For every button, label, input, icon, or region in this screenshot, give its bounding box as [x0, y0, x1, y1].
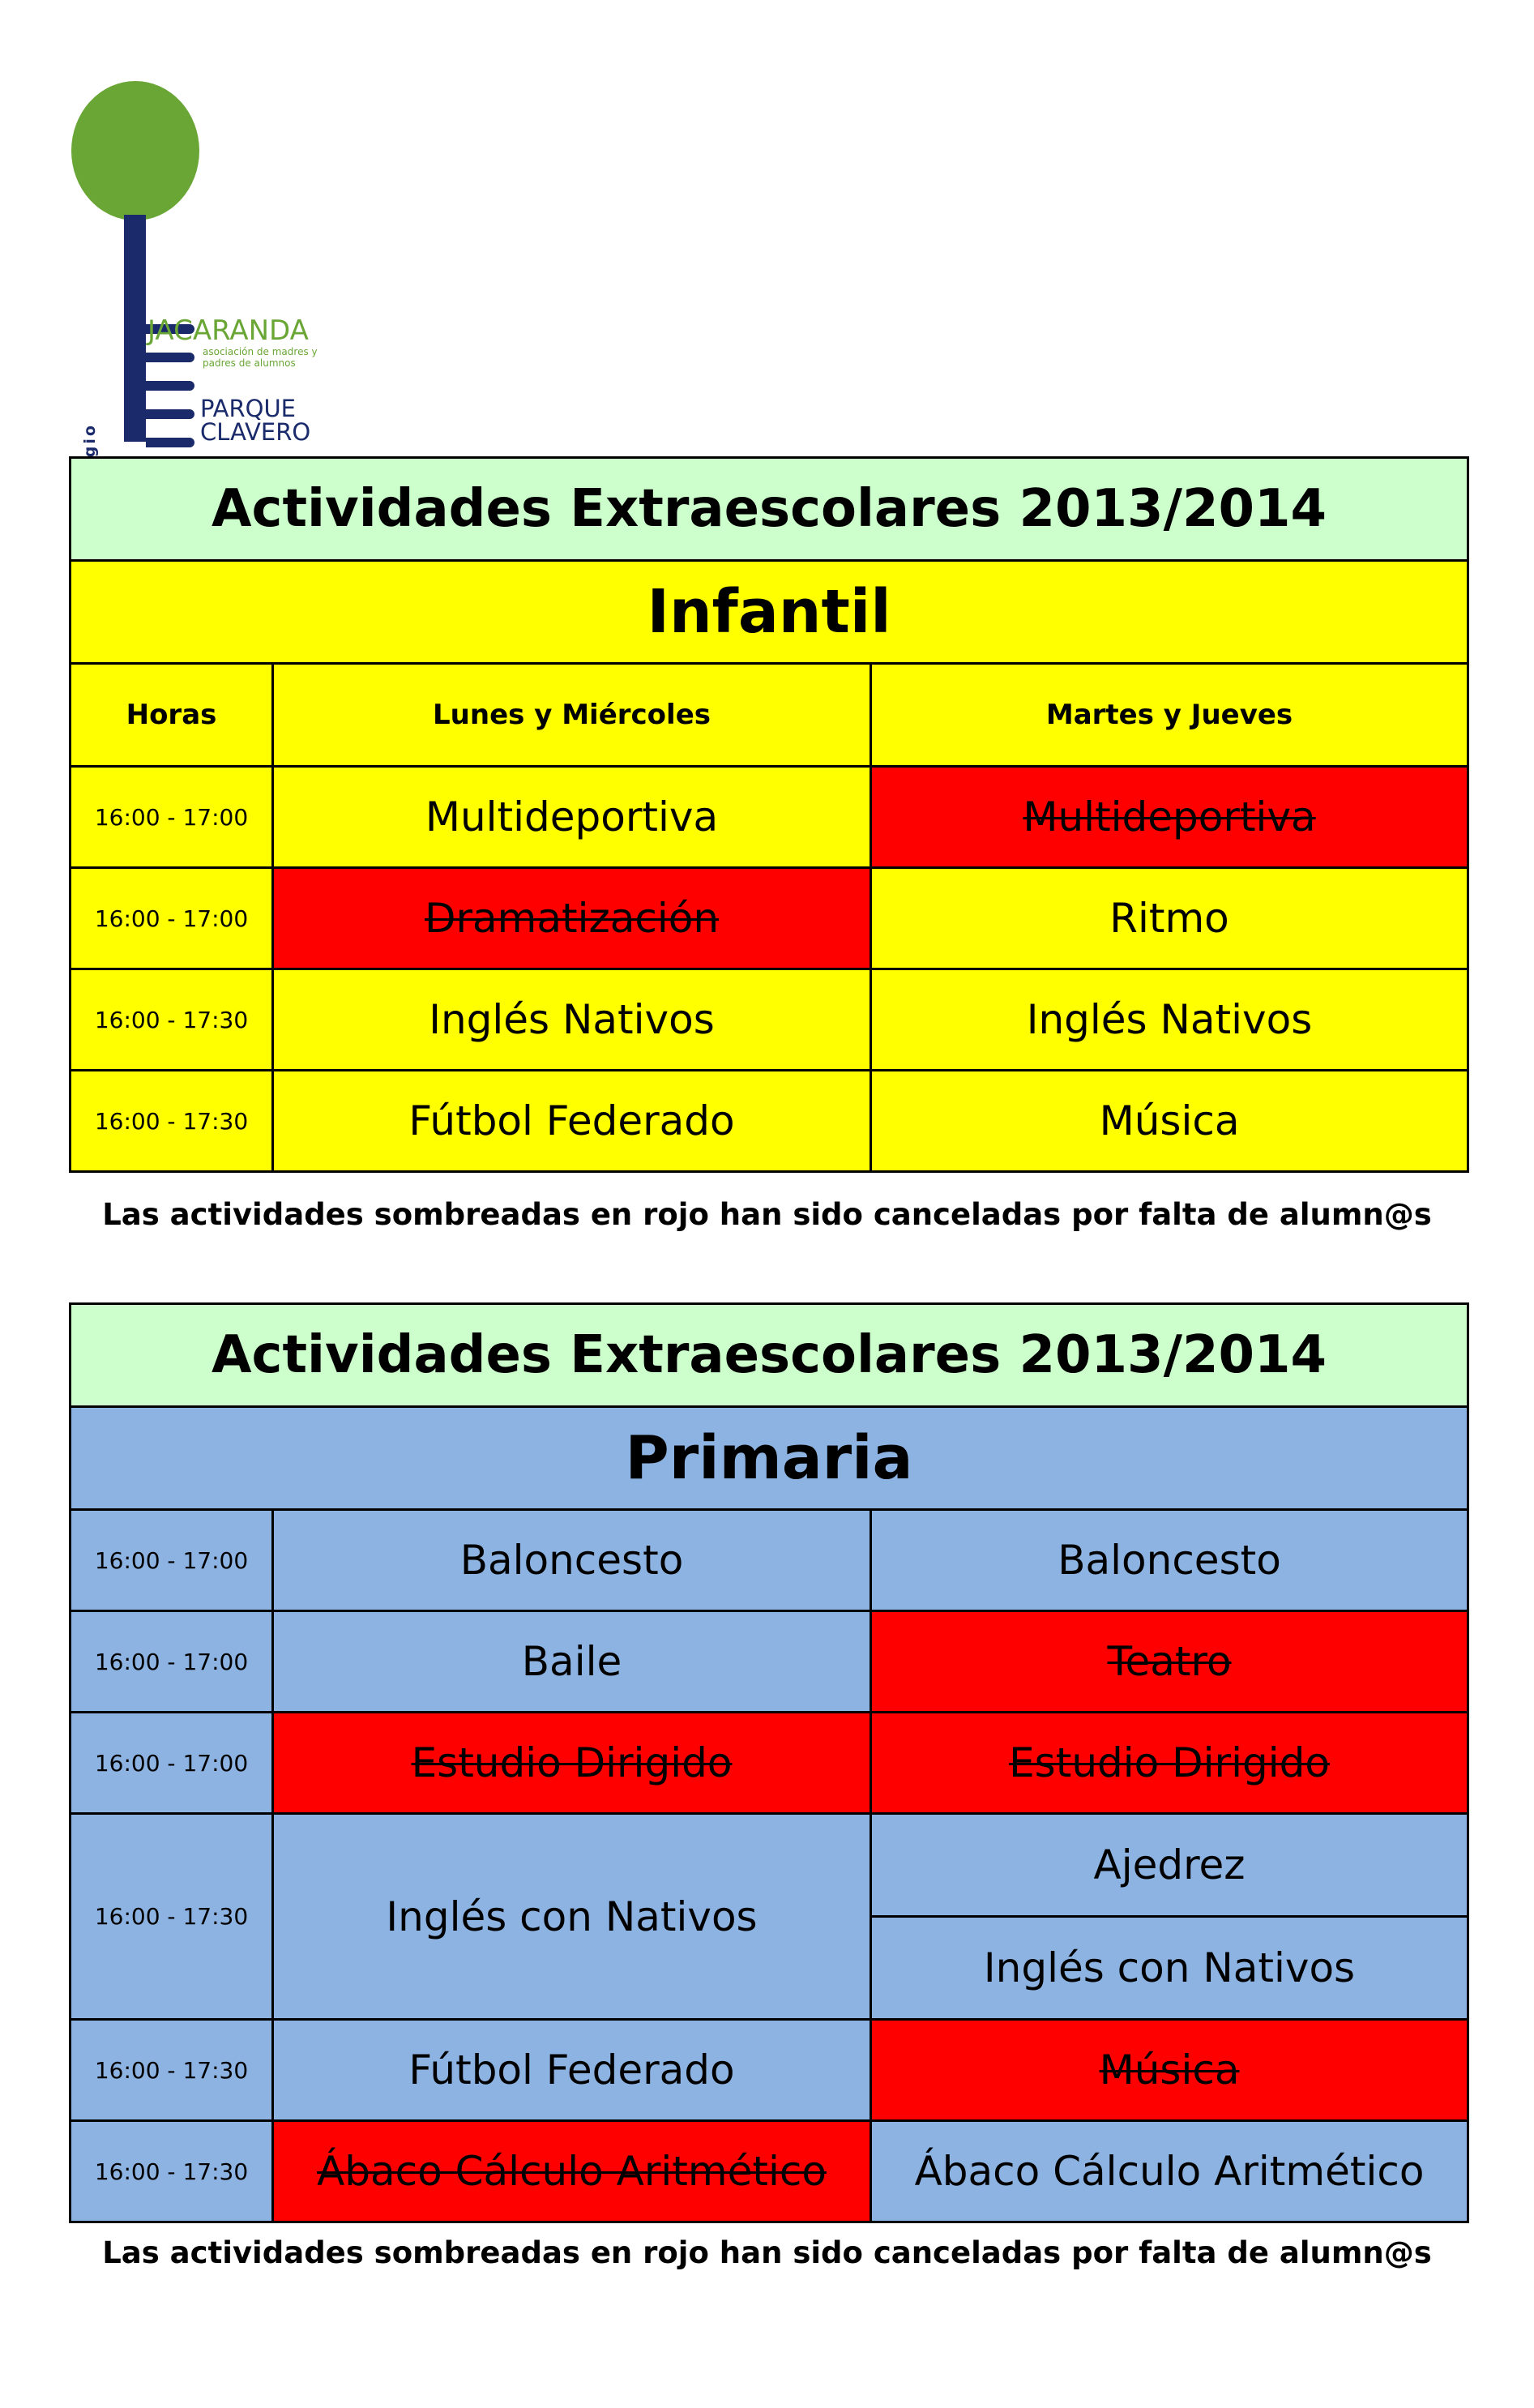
infantil-cancellation-note: Las actividades sombreadas en rojo han sido canceladas por falta de alumn@s — [102, 1197, 1432, 1232]
activity-cell: Música — [871, 1071, 1468, 1172]
activity-cell: Inglés con Nativos — [273, 1814, 871, 2020]
martes-jueves-column-header: Martes y Jueves — [871, 664, 1468, 767]
activity-cell: Inglés Nativos — [273, 969, 871, 1071]
cancelled-activity-label: Teatro — [1107, 1638, 1232, 1685]
table-row — [71, 2020, 1468, 2121]
tree-trunk-logo-shape — [124, 215, 146, 442]
tree-crown-logo-shape — [71, 81, 199, 220]
logo-jacaranda-text: JACARANDA — [147, 314, 309, 347]
time-cell: 16:00 - 17:00 — [71, 767, 273, 868]
time-cell: 16:00 - 17:30 — [71, 1071, 273, 1172]
cancelled-activity-label: Estudio Dirigido — [411, 1739, 733, 1786]
table-row — [71, 969, 1468, 1071]
activity-cell: Baloncesto — [871, 1510, 1468, 1611]
table-row — [71, 767, 1468, 868]
table-row — [71, 868, 1468, 969]
activity-cell: Multideportiva — [273, 767, 871, 868]
activity-cell: Inglés Nativos — [871, 969, 1468, 1071]
cancelled-activity-label: Multideportiva — [1023, 793, 1316, 840]
cancelled-activity-cell — [273, 1713, 871, 1814]
school-logo — [65, 81, 324, 446]
cancelled-activity-cell — [871, 1611, 1468, 1713]
cancelled-activity-cell — [273, 868, 871, 969]
time-cell: 16:00 - 17:00 — [71, 1611, 273, 1713]
cancelled-activity-cell — [871, 767, 1468, 868]
cancelled-activity-label: Estudio Dirigido — [1009, 1739, 1330, 1786]
activity-cell: Fútbol Federado — [273, 2020, 871, 2121]
primaria-section-heading: Primaria — [71, 1407, 1468, 1510]
activity-cell: Ábaco Cálculo Aritmético — [871, 2121, 1468, 2222]
table-row — [71, 1713, 1468, 1814]
activity-cell: Inglés con Nativos — [871, 1917, 1468, 2020]
table-row — [71, 1071, 1468, 1172]
cancelled-activity-label: Dramatización — [424, 895, 720, 942]
time-cell: 16:00 - 17:00 — [71, 1510, 273, 1611]
time-cell: 16:00 - 17:00 — [71, 868, 273, 969]
logo-association-text: asociación de madres y padres de alumnos — [203, 346, 318, 369]
logo-stripe — [146, 381, 194, 391]
cancelled-activity-label: Ábaco Cálculo Aritmético — [317, 2148, 827, 2195]
cancelled-activity-cell — [871, 1713, 1468, 1814]
table-row — [71, 1510, 1468, 1611]
time-cell: 16:00 - 17:30 — [71, 2121, 273, 2222]
primaria-cancellation-note: Las actividades sombreadas en rojo han sido canceladas por falta de alumn@s — [102, 2235, 1432, 2270]
activity-cell: Fútbol Federado — [273, 1071, 871, 1172]
activity-cell: Ritmo — [871, 868, 1468, 969]
time-cell: 16:00 - 17:30 — [71, 2020, 273, 2121]
logo-stripe — [146, 353, 194, 362]
activity-cell: Baile — [273, 1611, 871, 1713]
logo-clavero-text: CLAVERO — [200, 418, 311, 446]
table-row — [71, 1814, 1468, 1917]
cancelled-activity-cell — [273, 2121, 871, 2222]
infantil-section-heading: Infantil — [71, 561, 1468, 664]
activity-cell: Baloncesto — [273, 1510, 871, 1611]
time-cell: 16:00 - 17:00 — [71, 1713, 273, 1814]
primaria-title: Actividades Extraescolares 2013/2014 — [71, 1304, 1468, 1407]
hours-column-header: Horas — [71, 664, 273, 767]
cancelled-activity-cell — [871, 2020, 1468, 2121]
lunes-miercoles-column-header: Lunes y Miércoles — [273, 664, 871, 767]
logo-parque-text: PARQUE — [200, 395, 296, 422]
cancelled-activity-label: Música — [1099, 2047, 1240, 2094]
infantil-title: Actividades Extraescolares 2013/2014 — [71, 458, 1468, 561]
logo-stripe — [146, 409, 194, 419]
logo-stripe — [146, 438, 194, 447]
table-row — [71, 1611, 1468, 1713]
time-cell: 16:00 - 17:30 — [71, 1814, 273, 2020]
table-row — [71, 2121, 1468, 2222]
primaria-schedule-table — [69, 1302, 1469, 2223]
time-cell: 16:00 - 17:30 — [71, 969, 273, 1071]
infantil-schedule-table — [69, 456, 1469, 1173]
activity-cell: Ajedrez — [871, 1814, 1468, 1917]
